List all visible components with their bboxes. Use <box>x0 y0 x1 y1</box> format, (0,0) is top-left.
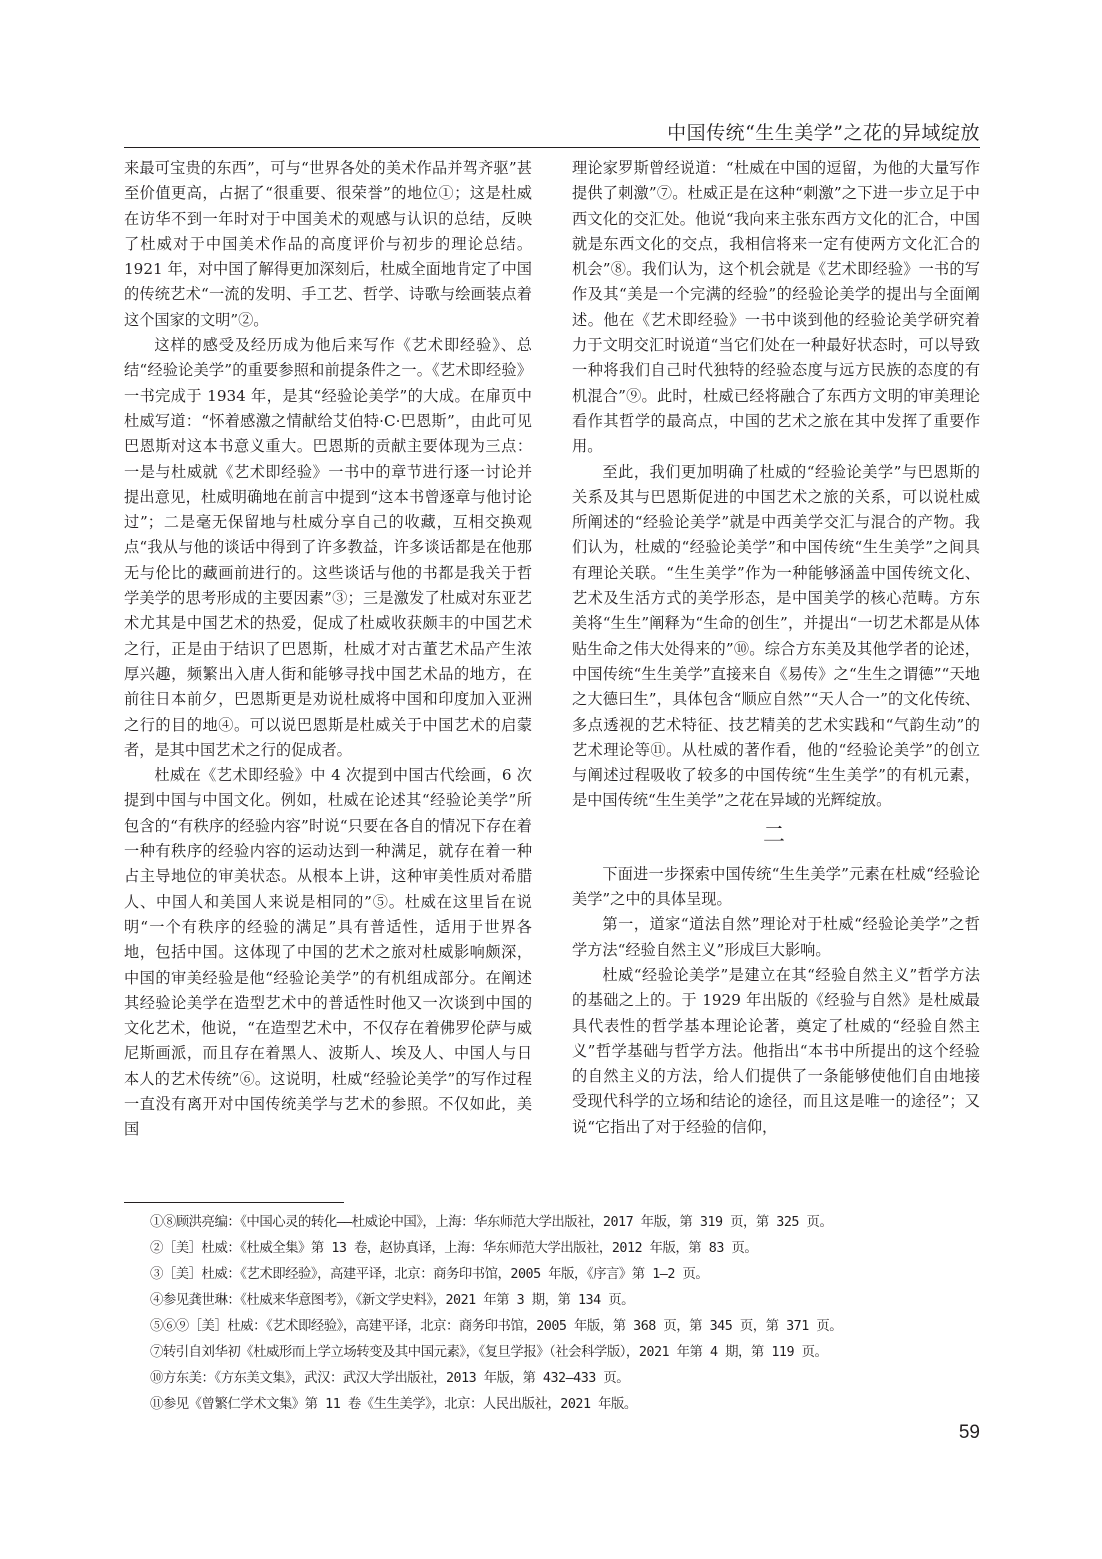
footnote: ①⑧顾洪亮编：《中国心灵的转化——杜威论中国》，上海：华东师范大学出版社，2017 年版，第 319 页，第 325 页。 <box>150 1215 833 1230</box>
header-rule <box>124 147 980 148</box>
right-column <box>572 156 980 1140</box>
paragraph-continued: 来最可宝贵的东西”，可与“世界各处的美术作品并驾齐驱”甚至价值更高，占据了“很重要、很荣誉”的地位①；这是杜威在访华不到一年时对于中国美术的观感与认识的总结，反映了杜威对于中国美术作品的高度评价与初步的理论总结。1921 年，对中国了解得更加深刻后，杜威全面地肯定了中国的传统艺术“一流的发明、手工艺、哲学、诗歌与绘画装点着这个国家的文明”②。 <box>124 159 532 329</box>
footnote: ⑦转引自刘华初《杜威形而上学立场转变及其中国元素》，《复旦学报》（社会科学版），2021 年第 4 期，第 119 页。 <box>150 1345 828 1360</box>
footnote: ⑪参见《曾繁仁学术文集》第 11 卷《生生美学》，北京：人民出版社，2021 年版。 <box>150 1397 637 1412</box>
paragraph-continued: 理论家罗斯曾经说道：“杜威在中国的逗留，为他的大量写作提供了刺激”⑦。杜威正是在这种“刺激”之下进一步立足于中西文化的交汇处。他说“我向来主张东西方文化的汇合，中国就是东西文化的交点，我相信将来一定有使两方文化汇合的机会”⑧。我们认为，这个机会就是《艺术即经验》一书的写作及其“美是一个完满的经验”的经验论美学的提出与全面阐述。他在《艺术即经验》一书中谈到他的经验论美学研究着力于文明交汇时说道“当它们处在一种最好状态时，可以导致一种将我们自己时代独特的经验态度与远方民族的态度的有机混合”⑨。此时，杜威已经将融合了东西方文明的审美理论看作其哲学的最高点，中国的艺术之旅在其中发挥了重要作用。 <box>572 159 980 456</box>
footnote-rule <box>124 1202 344 1203</box>
section-heading: 二 <box>762 822 789 848</box>
footnote: ⑩方东美：《方东美文集》，武汉：武汉大学出版社，2013 年版，第 432–433 页。 <box>150 1371 630 1386</box>
paragraph: 下面进一步探索中国传统“生生美学”元素在杜威“经验论美学”之中的具体呈现。 <box>572 864 980 909</box>
footnote: ③［美］杜威：《艺术即经验》，高建平译，北京：商务印书馆，2005 年版，《序言》第 1–2 页。 <box>150 1267 709 1282</box>
paragraph: 第一，道家“道法自然”理论对于杜威“经验论美学”之哲学方法“经验自然主义”形成巨大影响。 <box>572 915 980 959</box>
running-header: 中国传统“生生美学”之花的异域绽放 <box>667 122 980 144</box>
footnote: ⑤⑥⑨［美］杜威：《艺术即经验》，高建平译，北京：商务印书馆，2005 年版，第 368 页，第 345 页，第 371 页。 <box>150 1319 843 1334</box>
paragraph: 这样的感受及经历成为他后来写作《艺术即经验》、总结“经验论美学”的重要参照和前提条件之一。《艺术即经验》一书完成于 1934 年，是其“经验论美学”的大成。在扉页中杜威写道：“怀着感激之情献给艾伯特·C·巴恩斯”，由此可见巴恩斯对这本书意义重大。巴恩斯的贡献主要体现为三点：一是与杜威就《艺术即经验》一书中的章节进行逐一讨论并提出意见，杜威明确地在前言中提到“这本书曾逐章与他讨论过”；二是毫无保留地与杜威分享自己的收藏，互相交换观点“我从与他的谈话中得到了许多教益，许多谈话都是在他那无与伦比的藏画前进行的。这些谈话与他的书都是我关于哲学美学的思考形成的主要因素”③；三是激发了杜威对东亚艺术尤其是中国艺术的热爱，促成了杜威收获颇丰的中国艺术之行，正是由于结识了巴恩斯，杜威才对古董艺术品产生浓厚兴趣，频繁出入唐人街和能够寻找中国艺术品的地方，在前往日本前夕，巴恩斯更是劝说杜威将中国和印度加入亚洲之行的目的地④。可以说巴恩斯是杜威关于中国艺术的启蒙者，是其中国艺术之行的促成者。 <box>124 336 532 759</box>
page-number: 59 <box>958 1422 980 1443</box>
paragraph: 杜威在《艺术即经验》中 4 次提到中国古代绘画，6 次提到中国与中国文化。例如，杜威在论述其“经验论美学”所包含的“有秩序的经验内容”时说“只要在各自的情况下存在着一种有秩序的经验内容的运动达到一种满足，就存在着一种占主导地位的审美状态。从根本上讲，这种审美性质对希腊人、中国人和美国人来说是相同的”⑤。杜威在这里旨在说明“一个有秩序的经验的满足”具有普适性，适用于世界各地，包括中国。这体现了中国的艺术之旅对杜威影响颇深，中国的审美经验是他“经验论美学”的有机组成部分。在阐述其经验论美学在造型艺术中的普适性时他又一次谈到中国的文化艺术，他说，“在造型艺术中，不仅存在着佛罗伦萨与威尼斯画派，而且存在着黑人、波斯人、埃及人、中国人与日本人的艺术传统”⑥。这说明，杜威“经验论美学”的写作过程一直没有离开对中国传统美学与艺术的参照。不仅如此，美国 <box>124 766 532 1139</box>
left-column <box>124 156 532 1143</box>
footnotes <box>150 1210 990 1418</box>
paragraph: 至此，我们更加明确了杜威的“经验论美学”与巴恩斯的关系及其与巴恩斯促进的中国艺术之旅的关系，可以说杜威所阐述的“经验论美学”就是中西美学交汇与混合的产物。我们认为，杜威的“经验论美学”和中国传统“生生美学”之间具有理论关联。“生生美学”作为一种能够涵盖中国传统文化、艺术及生活方式的美学形态，是中国美学的核心范畴。方东美将“生生”阐释为“生命的创生”，并提出“一切艺术都是从体贴生命之伟大处得来的”⑩。综合方东美及其他学者的论述，中国传统“生生美学”直接来自《易传》之“生生之谓德”“天地之大德曰生”，具体包含“顺应自然”“天人合一”的文化传统、多点透视的艺术特征、技艺精美的艺术实践和“气韵生动”的艺术理论等⑪。从杜威的著作看，他的“经验论美学”的创立与阐述过程吸收了较多的中国传统“生生美学”的有机元素，是中国传统“生生美学”之花在异域的光辉绽放。 <box>572 462 980 810</box>
paragraph: 杜威“经验论美学”是建立在其“经验自然主义”哲学方法的基础之上的。于 1929 年出版的《经验与自然》是杜威最具代表性的哲学基本理论论著，奠定了杜威的“经验自然主义”哲学基础与哲学方法。他指出“本书中所提出的这个经验的自然主义的方法，给人们提供了一条能够使他们自由地接受现代科学的立场和结论的途径，而且这是唯一的途径”；又说“它指出了对于经验的信仰， <box>572 965 980 1136</box>
footnote: ④参见龚世琳：《杜威来华意图考》，《新文学史料》，2021 年第 3 期，第 134 页。 <box>150 1293 635 1308</box>
footnote: ②［美］杜威：《杜威全集》第 13 卷，赵协真译，上海：华东师范大学出版社，2012 年版，第 83 页。 <box>150 1241 758 1256</box>
